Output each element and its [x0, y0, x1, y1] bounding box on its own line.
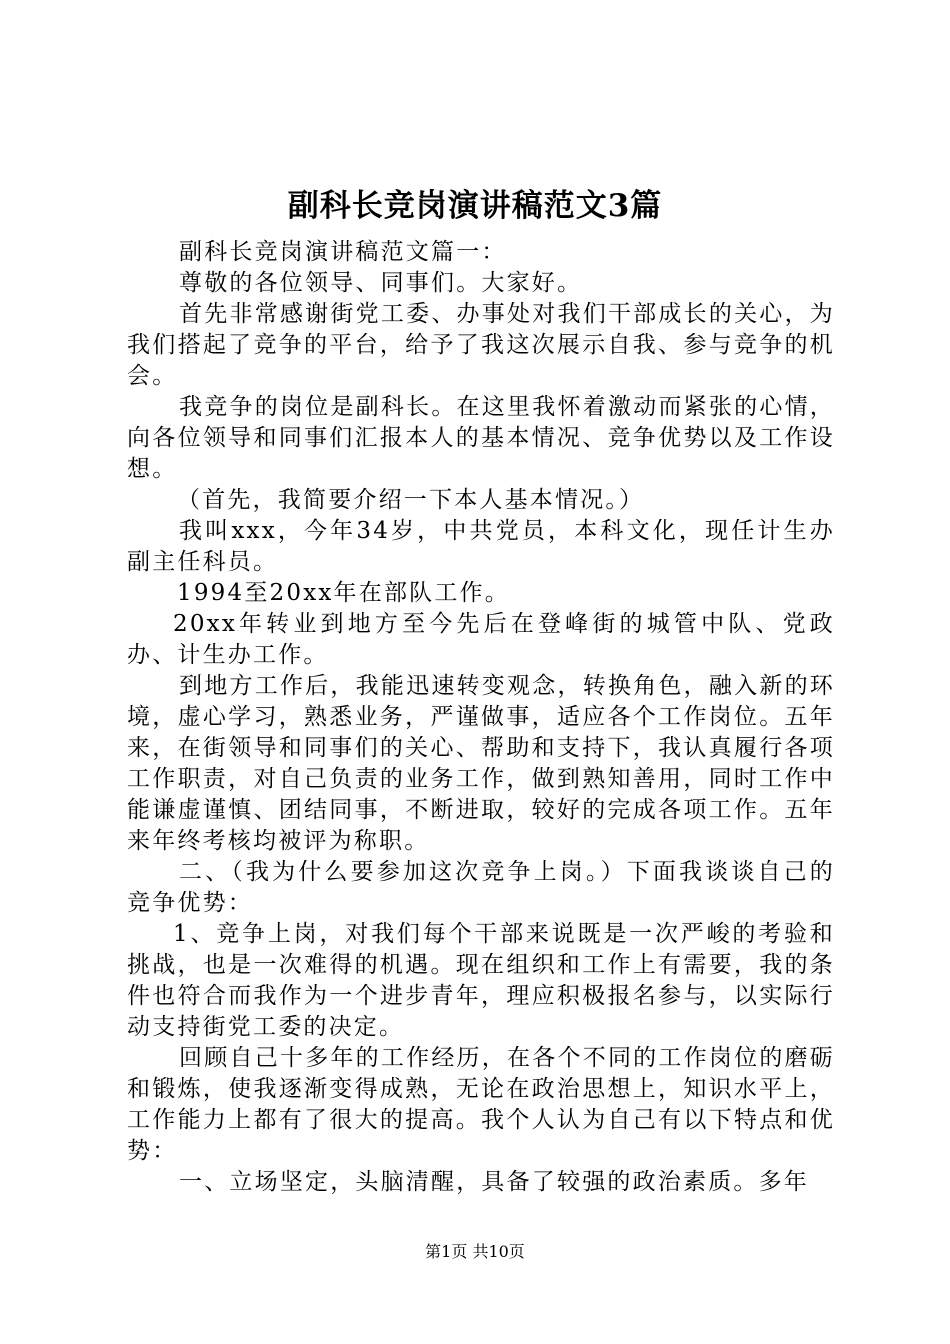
paragraph-section-two: 二、（我为什么要参加这次竞争上岗。）下面我谈谈自己的竞争优势：: [127, 859, 835, 916]
paragraph-greeting: 尊敬的各位领导、同事们。大家好。: [179, 270, 583, 296]
paragraph-work-experience: 到地方工作后，我能迅速转变观念，转换角色，融入新的环境，虚心学习，熟悉业务，严谨做事，适应各个工作岗位。五年来，在街领导和同事们的关心、帮助和支持下，我认真履行各项工作职责，对自己负责的业务工作，做到熟知善用，同时工作中能谦虚谨慎、团结同事，不断进取，较好的完成各项工作。五年来年终考核均被评为称职。: [127, 673, 835, 854]
paragraph-army-years: 1994至20xx年在部队工作。: [177, 580, 510, 606]
document-title: 副科长竞岗演讲稿范文3篇: [287, 188, 663, 224]
document-body: [127, 237, 835, 1198]
page-number-footer: 第1页 共10页: [425, 1242, 525, 1261]
paragraph-transfer: 20xx年转业到地方至今先后在登峰街的城管中队、党政办、计生办工作。: [127, 611, 835, 668]
paragraph-strength-one: 一、立场坚定，头脑清醒，具备了较强的政治素质。多年: [179, 1169, 809, 1195]
paragraph-thanks: 首先非常感谢街党工委、办事处对我们干部成长的关心，为我们搭起了竞争的平台，给予了我这次展示自我、参与竞争的机会。: [127, 301, 835, 389]
paragraph-heading: 副科长竞岗演讲稿范文篇一：: [179, 239, 507, 265]
paragraph-review: 回顾自己十多年的工作经历，在各个不同的工作岗位的磨砺和锻炼，使我逐渐变得成熟，无论在政治思想上，知识水平上，工作能力上都有了很大的提高。我个人认为自己有以下特点和优势：: [127, 1045, 835, 1164]
paragraph-intro-note: （首先，我简要介绍一下本人基本情况。）: [177, 487, 645, 513]
paragraph-personal-info: 我叫xxx，今年34岁，中共党员，本科文化，现任计生办副主任科员。: [127, 518, 835, 575]
paragraph-point-one: 1、竞争上岗，对我们每个干部来说既是一次严峻的考验和挑战，也是一次难得的机遇。现在组织和工作上有需要，我的条件也符合而我作为一个进步青年，理应积极报名参与，以实际行动支持街党工委的决定。: [127, 921, 835, 1040]
paragraph-position: 我竞争的岗位是副科长。在这里我怀着激动而紧张的心情，向各位领导和同事们汇报本人的基本情况、竞争优势以及工作设想。: [127, 394, 835, 482]
